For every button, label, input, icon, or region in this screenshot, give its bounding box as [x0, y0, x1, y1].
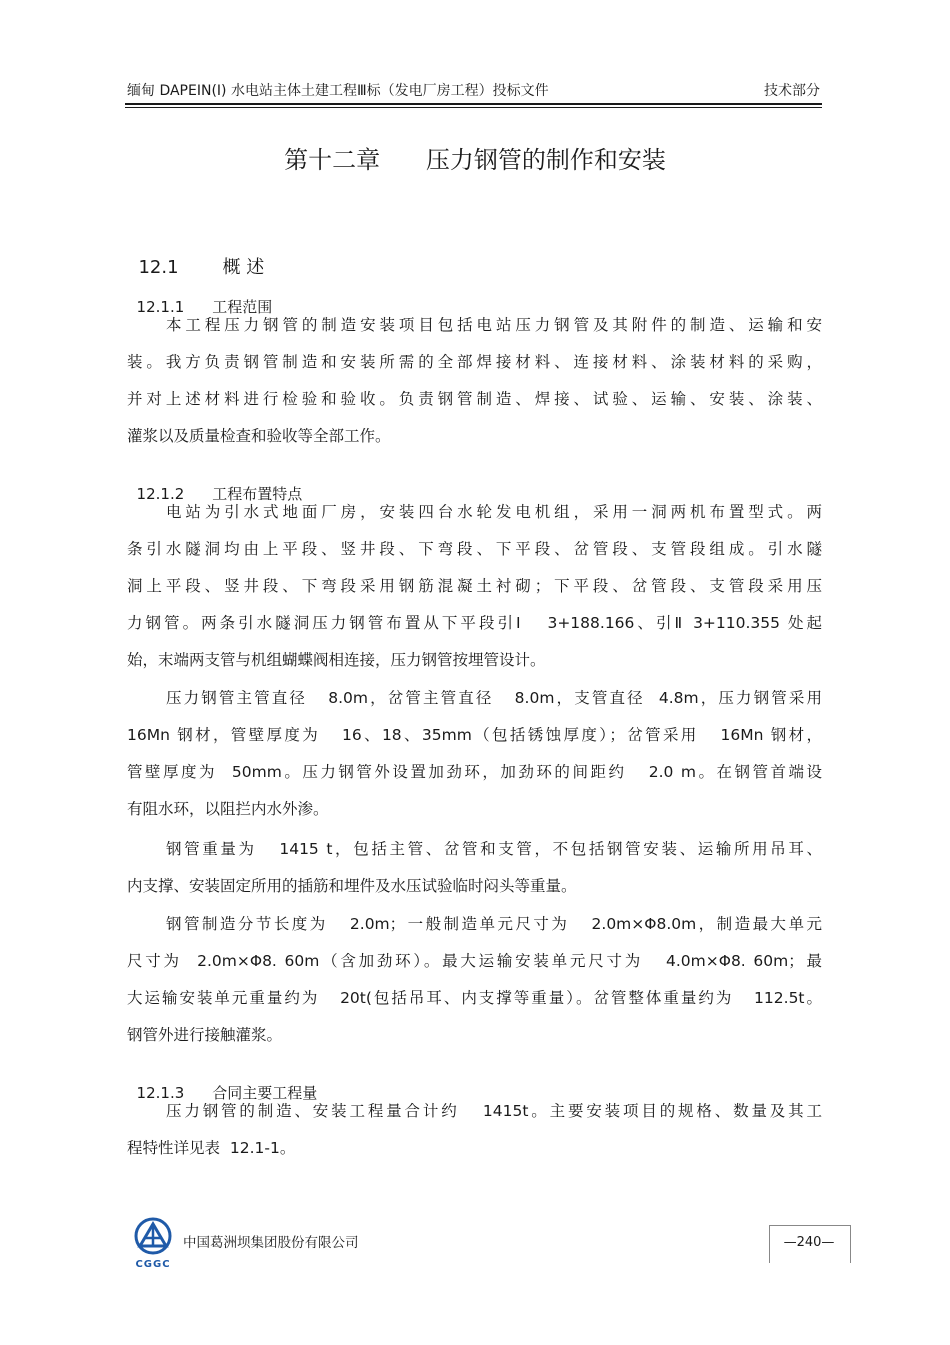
- text-line: 管壁厚度为 50mm。压力钢管外设置加劲环，加劲环的间距约 2.0 m。在钢管首端设: [127, 763, 822, 781]
- cggc-logo-icon: [128, 1216, 178, 1270]
- text-line: 有阻水环，以阻拦内水外渗。: [127, 800, 329, 818]
- text-line: 装。我方负责钢管制造和安装所需的全部焊接材料、连接材料、涂装材料的采购，: [127, 353, 822, 371]
- company-name: 中国葛洲坝集团股份有限公司: [183, 1235, 359, 1251]
- page-number: —240—: [783, 1235, 835, 1250]
- text-line: 钢管重量为 1415 t，包括主管、岔管和支管，不包括钢管安装、运输所用吊耳、: [166, 840, 822, 858]
- header-section-label: 技术部分: [764, 83, 820, 99]
- text-line: 条引水隧洞均由上平段、竖井段、下弯段、下平段、岔管段、支管段组成。引水隧: [127, 540, 822, 558]
- section-heading: [127, 232, 264, 279]
- text-line: 程特性详见表 12.1-1。: [127, 1139, 296, 1157]
- paragraph-segments: [127, 906, 822, 1054]
- text-line: 始，末端两支管与机组蝴蝶阀相连接，压力钢管按埋管设计。: [127, 651, 546, 669]
- subsection-title: 合同主要工程量: [212, 1084, 318, 1102]
- header-rule-thin: [125, 107, 822, 108]
- logo-text: CGGC: [135, 1259, 171, 1270]
- paragraph-weight: [127, 831, 822, 905]
- paragraph-diameters: [127, 680, 822, 828]
- text-line: 钢管制造分节长度为 2.0m；一般制造单元尺寸为 2.0m×Φ8.0m，制造最大单元: [166, 915, 822, 933]
- header-rule-thick: [125, 103, 822, 105]
- section-number: 12.1: [138, 257, 179, 278]
- text-line: 尺寸为 2.0m×Φ8. 60m（含加劲环）。最大运输安装单元尺寸为 4.0m×Φ8. 60m；最: [127, 952, 822, 970]
- text-line: 压力钢管主管直径 8.0m，岔管主管直径 8.0m，支管直径 4.8m，压力钢管采用: [166, 689, 822, 707]
- subsection-number: 12.1.3: [136, 1084, 185, 1102]
- section-title: 概 述: [222, 257, 265, 278]
- paragraph-layout: [127, 494, 822, 679]
- paragraph-scope: [127, 307, 822, 455]
- subsection-title: 工程布置特点: [212, 485, 303, 503]
- text-line: 力钢管。两条引水隧洞压力钢管布置从下平段引Ⅰ 3+188.166、引Ⅱ 3+110.355 处起: [127, 614, 822, 632]
- header-doc-title: 缅甸 DAPEIN(Ⅰ) 水电站主体土建工程Ⅲ标（发电厂房工程）投标文件: [127, 83, 549, 99]
- text-line: 压力钢管的制造、安装工程量合计约 1415t。主要安装项目的规格、数量及其工: [166, 1102, 822, 1120]
- text-line: 内支撑、安装固定所用的插筋和埋件及水压试验临时闷头等重量。: [127, 877, 577, 895]
- subsection-number: 12.1.2: [136, 485, 185, 503]
- text-line: 钢管外进行接触灌浆。: [127, 1026, 283, 1044]
- subsection-number: 12.1.1: [136, 298, 185, 316]
- text-line: 电站为引水式地面厂房，安装四台水轮发电机组，采用一洞两机布置型式。两: [166, 503, 822, 521]
- chapter-title: 第十二章 压力钢管的制作和安装: [284, 146, 666, 174]
- paragraph-quantities: [127, 1093, 822, 1167]
- text-line: 16Mn 钢材，管壁厚度为 16、18、35mm（包括锈蚀厚度）；岔管采用 16Mn 钢材，: [127, 726, 822, 744]
- text-line: 灌浆以及质量检查和验收等全部工作。: [127, 427, 391, 445]
- text-line: 大运输安装单元重量约为 20t(包括吊耳、内支撑等重量）。岔管整体重量约为 112.5t。: [127, 989, 822, 1007]
- subsection-title: 工程范围: [212, 298, 273, 316]
- text-line: 洞上平段、竖井段、下弯段采用钢筋混凝土衬砌；下平段、岔管段、支管段采用压: [127, 577, 822, 595]
- text-line: 本工程压力钢管的制造安装项目包括电站压力钢管及其附件的制造、运输和安: [166, 316, 822, 334]
- text-line: 并对上述材料进行检验和验收。负责钢管制造、焊接、试验、运输、安装、涂装、: [127, 390, 822, 408]
